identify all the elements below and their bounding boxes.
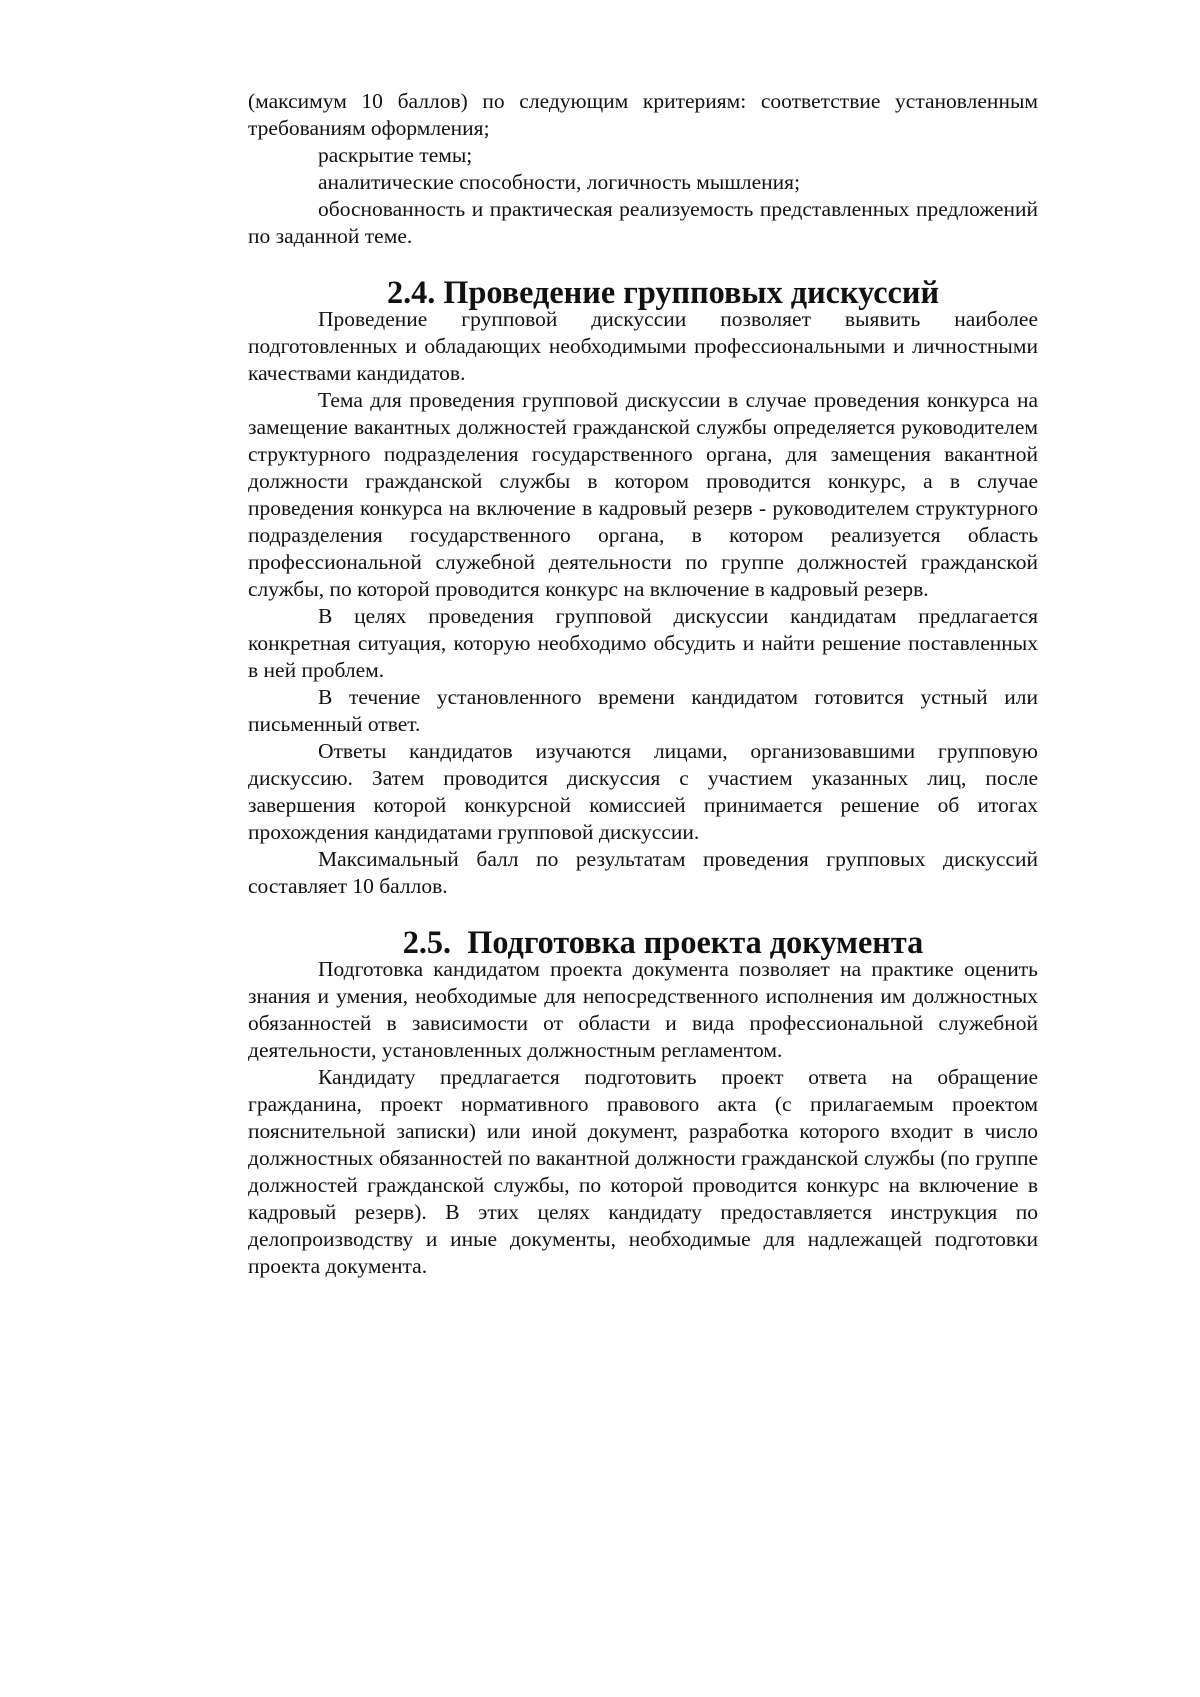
section-2-4-paragraph: В течение установленного времени кандидатом готовится устный или письменный ответ. (248, 685, 1038, 736)
section-2-5-paragraph: Подготовка кандидатом проекта документа позволяет на практике оценить знания и умения, необходимые для непосредственного исполнения им должностных обязанностей в зависимости от области и вида профессиональной служебной деятельности, установленных должностным регламентом. (248, 957, 1038, 1062)
intro-paragraph: обоснованность и практическая реализуемость представленных предложений по заданной теме. (248, 197, 1038, 248)
intro-paragraph: (максимум 10 баллов) по следующим критериям: соответствие установленным требованиям оформления; (248, 89, 1038, 140)
section-2-5-paragraph: Кандидату предлагается подготовить проект ответа на обращение гражданина, проект нормативного правового акта (с прилагаемым проектом пояснительной записки) или иной документ, разработка которого входит в число должностных обязанностей по вакантной должности гражданской службы (по группе должностей гражданской службы, по которой проводится конкурс на включение в кадровый резерв). В этих целях кандидату предоставляется инструкция по делопроизводству и иные документы, необходимые для надлежащей подготовки проекта документа. (248, 1065, 1038, 1278)
document-body (248, 88, 1038, 1280)
section-2-4-paragraph: Тема для проведения групповой дискуссии в случае проведения конкурса на замещение вакантных должностей гражданской службы определяется руководителем структурного подразделения государственного органа, для замещения вакантной должности гражданской службы в котором проводится конкурс, а в случае проведения конкурса на включение в кадровый резерв - руководителем структурного подразделения государственного органа, в котором реализуется область профессиональной служебной деятельности по группе должностей гражданской службы, по которой проводится конкурс на включение в кадровый резерв. (248, 388, 1038, 601)
intro-paragraph: раскрытие темы; (318, 143, 473, 167)
section-2-4-paragraph: Ответы кандидатов изучаются лицами, организовавшими групповую дискуссию. Затем проводится дискуссия с участием указанных лиц, после завершения которой конкурсной комиссией принимается решение об итогах прохождения кандидатами групповой дискуссии. (248, 739, 1038, 844)
section-heading-2-5: 2.5. Подготовка проекта документа (402, 924, 924, 960)
section-2-4-paragraph: Проведение групповой дискуссии позволяет выявить наиболее подготовленных и обладающих необходимыми профессиональными и личностными качествами кандидатов. (248, 307, 1038, 385)
section-2-4-paragraph: Максимальный балл по результатам проведения групповых дискуссий составляет 10 баллов. (248, 847, 1038, 898)
section-heading-2-4: 2.4. Проведение групповых дискуссий (386, 274, 940, 310)
intro-paragraph: аналитические способности, логичность мышления; (318, 170, 801, 194)
section-2-4-paragraph: В целях проведения групповой дискуссии кандидатам предлагается конкретная ситуация, которую необходимо обсудить и найти решение поставленных в ней проблем. (248, 604, 1038, 682)
